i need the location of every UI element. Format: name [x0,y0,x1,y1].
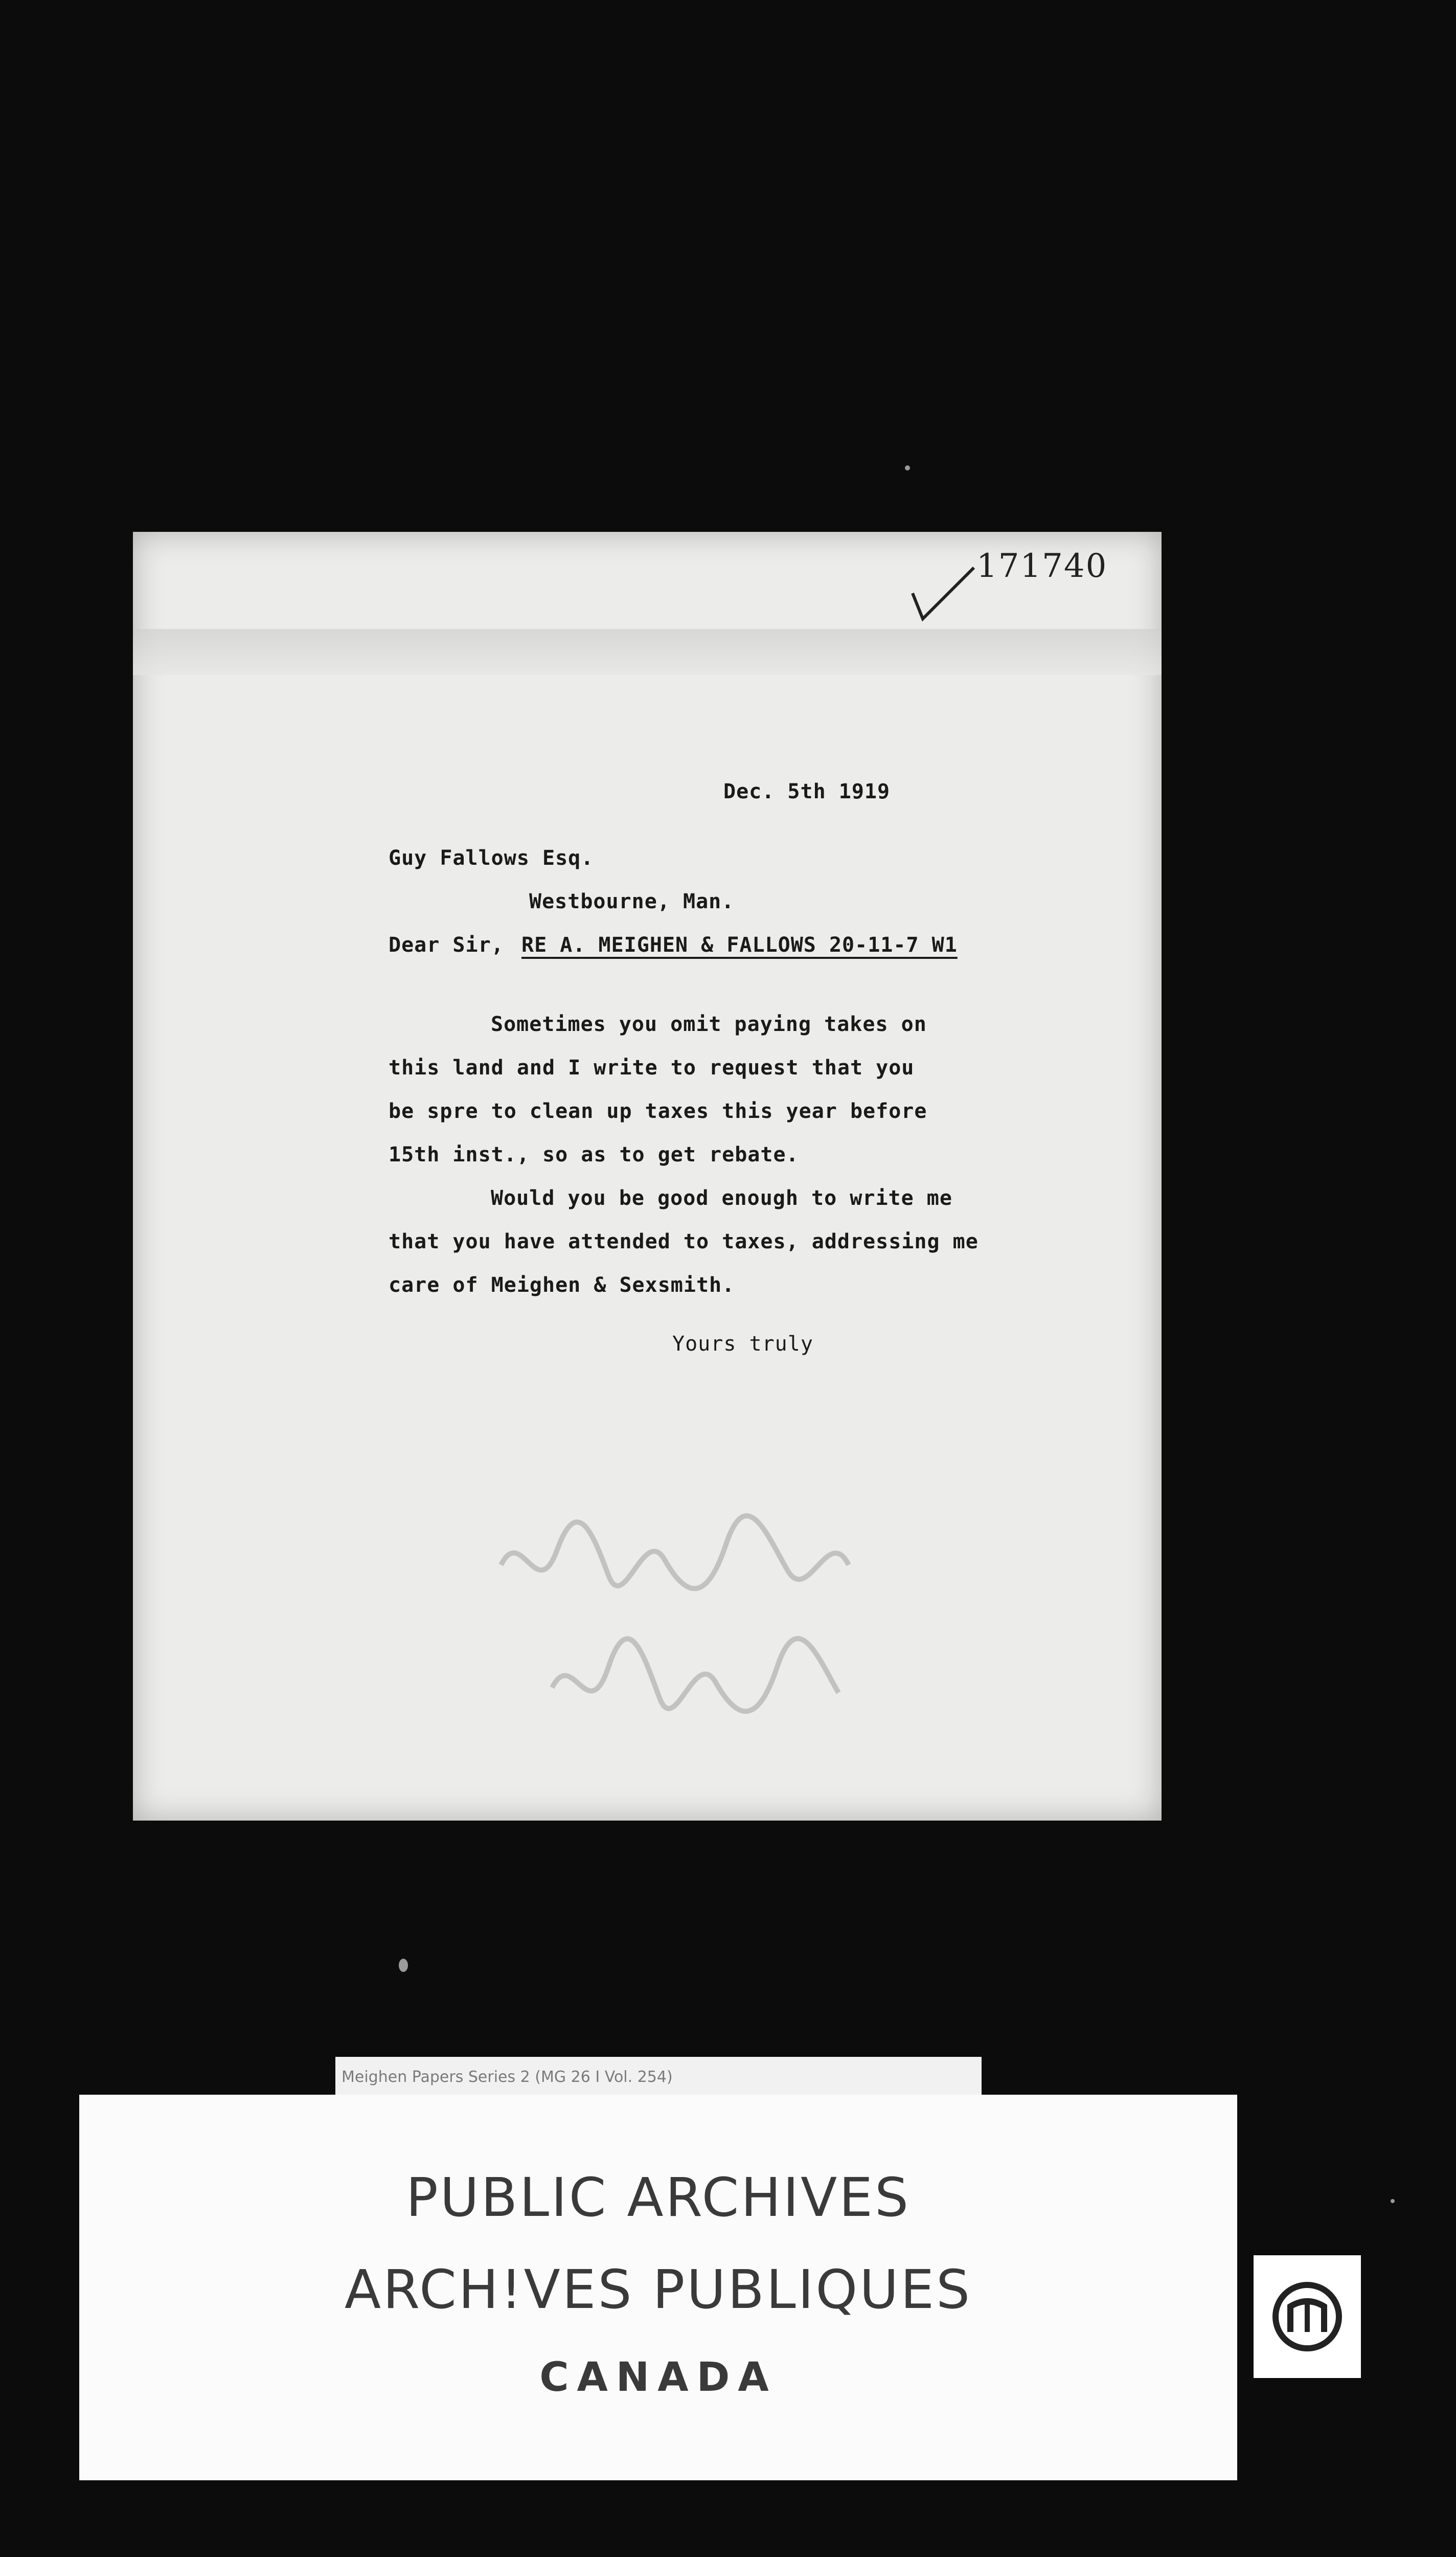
body-line: 15th inst., so as to get rebate. [389,1143,799,1167]
reference-number: 171740 [976,547,1108,585]
archives-title-english: PUBLIC ARCHIVES [405,2166,911,2229]
archives-logo [1254,2255,1361,2378]
body-line: Sometimes you omit paying takes on [491,1013,927,1036]
film-speck [905,465,910,470]
body-line: care of Meighen & Sexsmith. [389,1273,735,1297]
faint-signature [491,1504,951,1759]
label-strip-text: Meighen Papers Series 2 (MG 26 I Vol. 254) [342,2068,673,2086]
film-speck [1391,2199,1395,2203]
letter-date: Dec. 5th 1919 [723,780,891,803]
salutation: Dear Sir, [389,933,504,957]
paper-fold-band [133,629,1162,675]
body-line: this land and I write to request that you [389,1056,915,1080]
addressee-place: Westbourne, Man. [529,890,735,913]
body-line: Would you be good enough to write me [491,1186,952,1210]
film-speck [399,1959,408,1972]
archives-country: CANADA [539,2354,777,2401]
archives-card [79,2095,1237,2480]
re-line: RE A. MEIGHEN & FALLOWS 20-11-7 W1 [521,933,958,957]
body-line: be spre to clean up taxes this year before [389,1100,927,1123]
label-strip [335,2057,982,2098]
archives-title-french: ARCH!VES PUBLIQUES [344,2258,972,2321]
typed-letter [133,532,1162,1821]
addressee-name: Guy Fallows Esq. [389,846,594,870]
letter-closing: Yours truly [672,1332,813,1356]
archives-emblem-icon [1254,2255,1361,2378]
checkmark-icon [907,563,979,624]
body-line: that you have attended to taxes, addressing me [389,1230,979,1253]
